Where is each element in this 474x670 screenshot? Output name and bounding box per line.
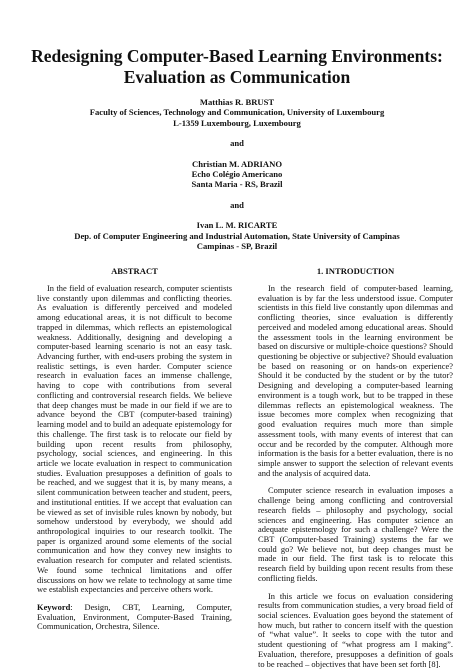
- author-block: [20, 97, 454, 251]
- author-3-location: Campinas - SP, Brazil: [196, 241, 278, 252]
- author-2-location: Santa Maria - RS, Brazil: [191, 179, 283, 190]
- introduction-paragraph-2: Computer science research in evaluation imposes a challenge being among conflicting and controversial research fields – philosophy and psychology, social sciences and engineering. Has computer science an adequate epistemology for such a challenge? Were the CBT (Computer-based Training) systems the far we could go? We believe not, but deep changes must be made in our field. The first task is to relocate this research field by building upon recent results from these conflicting fields.: [258, 485, 453, 583]
- author-1-affiliation: Faculty of Sciences, Technology and Communication, University of Luxembourg: [89, 107, 385, 118]
- author-separator-1: and: [230, 138, 244, 149]
- author-1-name: Matthias R. BRUST: [199, 97, 275, 107]
- author-separator-2: and: [230, 199, 244, 210]
- paper-title: [20, 46, 454, 88]
- introduction-heading: 1. INTRODUCTION: [316, 266, 395, 276]
- abstract-body: In the field of evaluation research, computer scientists live constantly upon dilemmas and conflicting theories. As evaluation is differently perceived and modeled among educational areas, it is not difficult to become trapped in dilemmas, which reflects an epistemological weakness. Additionally, designing and developing a computer-based learning scenario is not an easy task. Advancing further, with end-users probing the system in realistic settings, is even harder. Computer science research in evaluation faces an immense challenge, having to cope with contributions from several conflicting and controversial research fields. We believe that deep changes must be made in our field if we are to advance beyond the CBT (computer-based training) learning model and to build an adequate epistemology for this challenge. The first task is to relocate our field by building upon recent results from philosophy, psychology, social sciences, and engineering. In this article we locate evaluation in respect to communication studies. Evaluation presupposes a definition of goals to be reached, and we suggest that it is, by many means, a silent communication between teacher and student, peers, and institutional entities. If we accept that evaluation can be viewed as set of invisible rules known by nobody, but somehow understood by everybody, we should add anthropological inquiries to our research toolkit. The paper is organized around some elements of the social communication and how they convey new insights to evaluation research for computer and related scientists. We found some technical limitations and offer discussions on how we relate to technology at same time we establish expectancies and perceive others work.: [37, 283, 232, 595]
- author-3-name: Ivan L. M. RICARTE: [196, 220, 278, 231]
- introduction-column: [258, 266, 453, 669]
- introduction-paragraph-3: In this article we focus on evaluation considering results from communication studies, a very broad field of social sciences. Evaluation goes beyond the statement of how much, but rather to concern itself with the question of “what value”. It seeks to cope with the tutor and student questioning of “what progress am I making”. Evaluation, therefore, presupposes a definition of goals to be reached – objectives that have been set forth [8].: [258, 590, 453, 669]
- title-line-2: Evaluation as Communication: [123, 67, 351, 87]
- introduction-paragraph-1: In the research field of computer-based learning, evaluation is by far the less understood issue. Computer scientists in this field live constantly upon dilemmas and conflicting theories, since evaluation is differently perceived and modeled among educational areas. Should the assessment tools in the learning environment be based on discursive or multiple-choice questions? Should questioning be objective or subjective? Should evaluation be based on reasoning or on hands-on experience? Should it be conducted by the student or by the tutor? Designing and developing a computer-based learning environment is a tough work, but to be trapped in these dilemmas reflects an epistemological weakness. The issue becomes more complex when recognizing that good evaluation requires much more than simple assessment tools, with many events of interest that can occur and be recorded by the computer. Although more information is the basis for a better evaluation, there is no simple answer to support the selection of relevant events and the analysis of acquired data.: [258, 283, 453, 478]
- author-1-location: L-1359 Luxembourg, Luxembourg: [173, 117, 301, 128]
- abstract-heading: ABSTRACT: [111, 266, 158, 276]
- author-3-affiliation: Dep. of Computer Engineering and Industrial Automation, State University of Campinas: [74, 230, 400, 241]
- author-2-name: Christian M. ADRIANO: [192, 158, 282, 169]
- author-2-affiliation: Echo Colégio Americano: [191, 169, 283, 180]
- abstract-column: [37, 266, 232, 632]
- keyword-label: Keyword: [37, 602, 71, 612]
- title-line-1: Redesigning Computer-Based Learning Environments:: [31, 46, 443, 66]
- keywords-paragraph: [37, 603, 232, 632]
- keyword-list: : Design, CBT, Learning, Computer, Evaluation, Environment, Computer-Based Training, Communication, Orchestra, Silence.: [37, 602, 232, 632]
